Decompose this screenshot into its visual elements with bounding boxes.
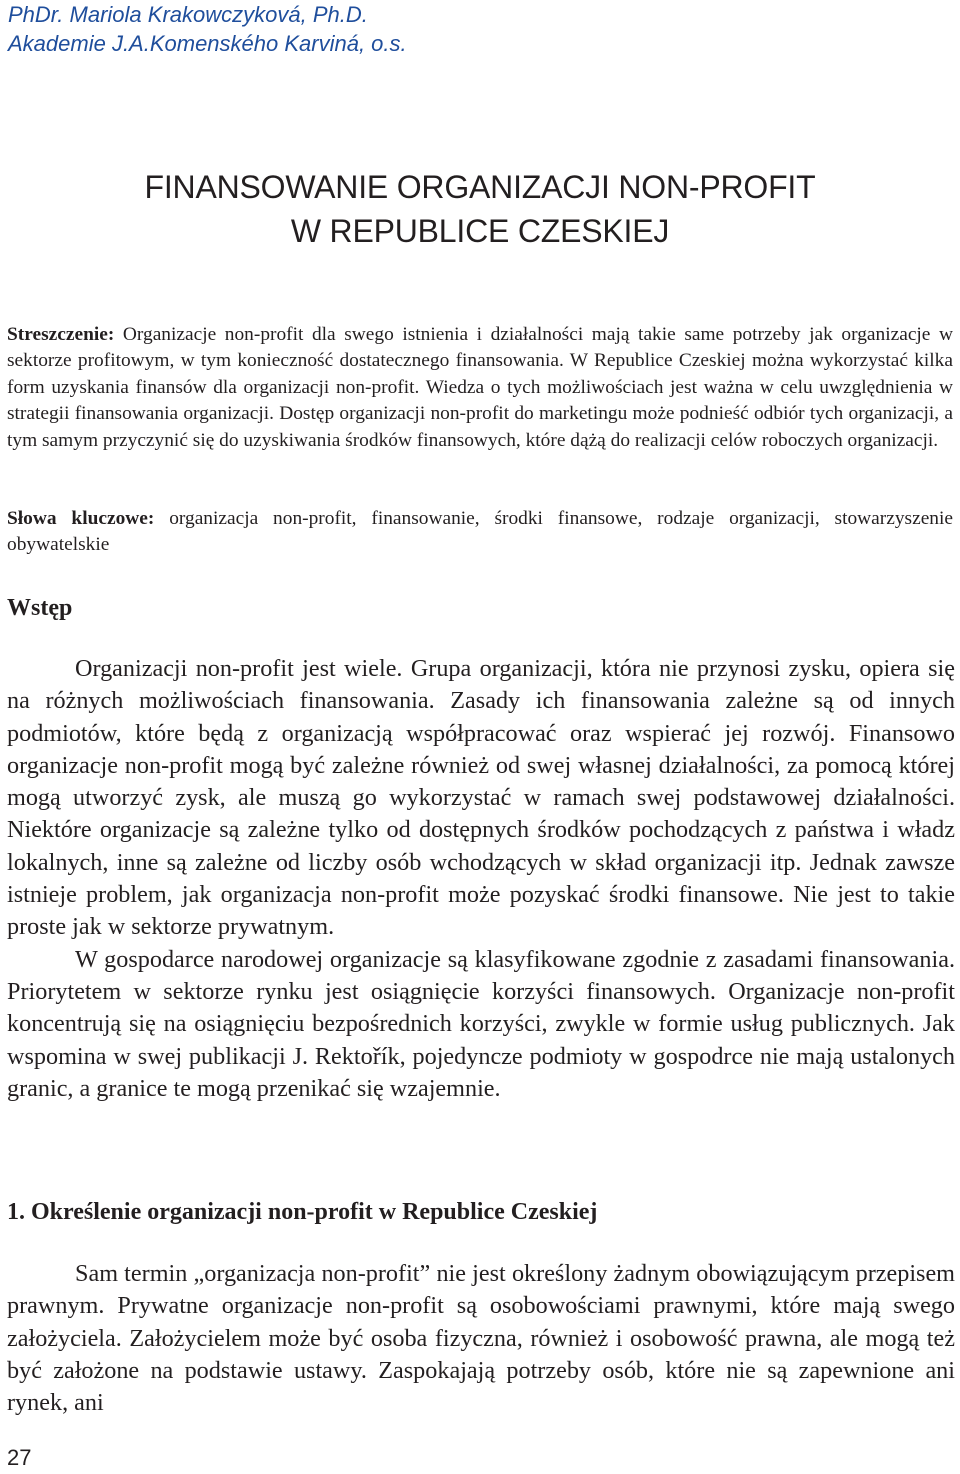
keywords-label: Słowa kluczowe: (7, 508, 155, 529)
author-name: PhDr. Mariola Krakowczyková, Ph.D. (8, 2, 368, 27)
article-title (0, 165, 960, 253)
abstract-text: Organizacje non-profit dla swego istnienia i działalności mają takie same potrzeby jak organizacje w sektorze profitowym, w tym konieczność dostatecznego finansowania. W Republice Czeskiej można wykorzystać kilka form uzyskania finansów dla organizacji non-profit. Wiedza o tych możliwościach jest ważna w celu uwzględnienia w strategii finansowania organizacji. Dostęp organizacji non-profit do marketingu może podnieść odbiór tych organizacji, a tym samym przyczynić się do uzyskiwania środków finansowych, które dążą do realizacji celów roboczych organizacji. (7, 324, 953, 451)
author-affiliation (8, 0, 407, 58)
intro-body (7, 653, 955, 1105)
keywords-text: organizacja non-profit, finansowanie, środki finansowe, rodzaje organizacji, stowarzyszenie obywatelskie (7, 508, 953, 556)
keywords (7, 506, 953, 559)
abstract-paragraph (7, 322, 953, 454)
intro-paragraph-2: W gospodarce narodowej organizacje są klasyfikowane zgodnie z zasadami finansowania. Priorytetem w sektorze rynku jest osiągnięcie korzyści finansowych. Organizacje non-profit koncentrują się na osiągnięciu bezpośrednich korzyści, zwykle w formie usług publicznych. Jak wspomina w swej publikacji J. Rektořík, pojedyncze podmioty w gospodrce nie mają ustalonych granic, a granice te mogą przenikać się wzajemnie. (7, 945, 955, 1102)
intro-paragraph-1: Organizacji non-profit jest wiele. Grupa organizacji, która nie przynosi zysku, opiera się na różnych możliwościach finansowania. Zasady ich finansowania zależne są od innych podmiotów, które będą z organizacją współpracować oraz wspierać jej rozwój. Finansowo organizacje non-profit mogą być zależne również od swej własnej działalności, za pomocą której mogą utworzyć zysk, ale muszą go wykorzystać w ramach swej podstawowej działalności. Niektóre organizacje są zależne tylko od dostępnych środków pochodzących z państwa i władz lokalnych, inne są zależne od liczby osób wchodzących w skład organizacji itp. Jednak zawsze istnieje problem, jak organizacja non-profit może pozyskać środki finansowe. Nie jest to takie proste jak w sektorze prywatnym. (7, 655, 955, 941)
keywords-paragraph (7, 506, 953, 559)
title-line-1: FINANSOWANIE ORGANIZACJI NON-PROFIT (144, 169, 816, 205)
section-1-body (7, 1258, 955, 1419)
abstract-label: Streszczenie: (7, 324, 115, 345)
intro-heading: Wstęp (7, 595, 73, 621)
title-line-2: W REPUBLICE CZESKIEJ (290, 213, 670, 249)
abstract (7, 322, 953, 454)
section-1-heading: 1. Określenie organizacji non-profit w Republice Czeskiej (7, 1199, 598, 1225)
page-number: 27 (7, 1445, 32, 1470)
section-1-paragraph-1: Sam termin „organizacja non-profit” nie jest określony żadnym obowiązującym przepisem prawnym. Prywatne organizacje non-profit są osobowościami prawnymi, które mają swego założyciela. Założycielem może być osoba fizyczna, również i osobowość prawna, ale mogą też być założone na podstawie ustawy. Zaspokajają potrzeby osób, które nie są zapewnione ani rynek, ani (7, 1260, 955, 1417)
author-institution: Akademie J.A.Komenského Karviná, o.s. (8, 31, 407, 56)
